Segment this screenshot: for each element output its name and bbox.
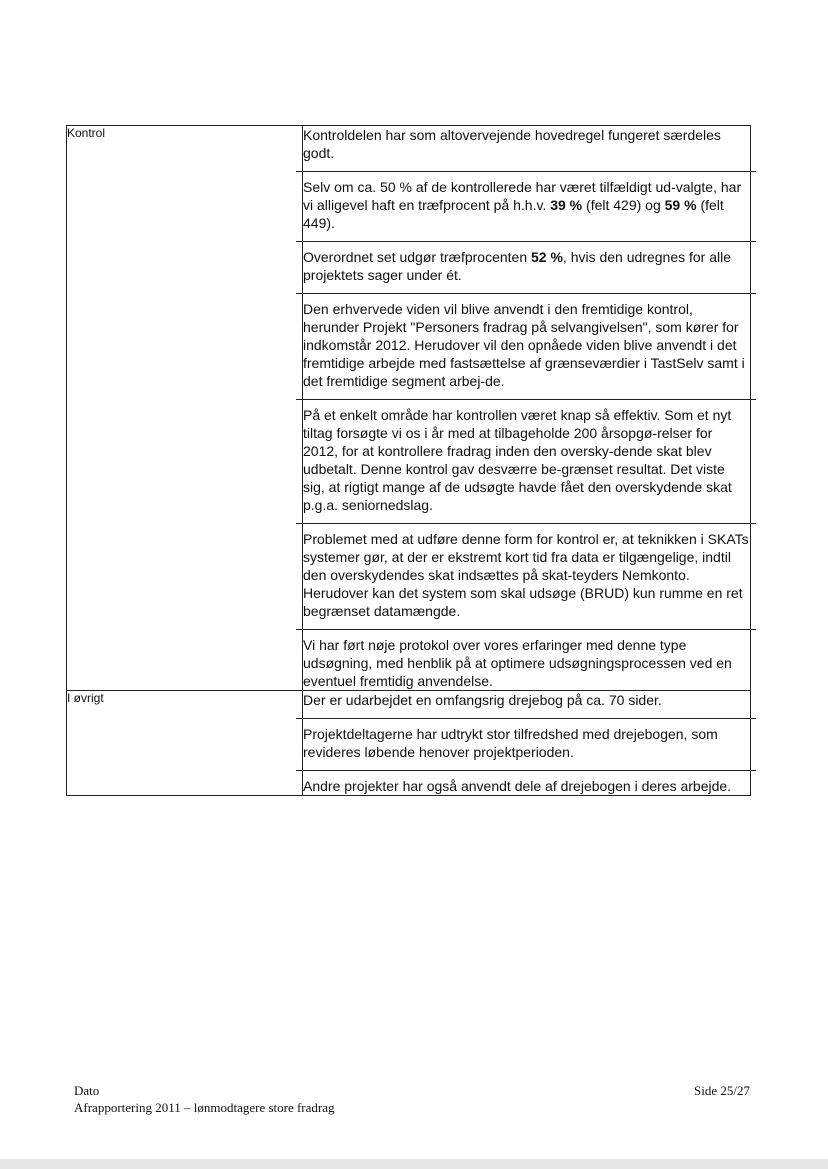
paragraph xyxy=(296,241,756,284)
bold-figure: 39 % xyxy=(550,197,583,213)
row-label: I øvrigt xyxy=(67,691,303,796)
footer-date-label: Dato xyxy=(74,1083,100,1098)
text-segment: Andre projekter har også anvendt dele af drejebogen i deres arbejde. xyxy=(303,778,732,794)
paragraph xyxy=(296,171,756,232)
text-segment: Problemet med at udføre denne form for kontrol er, at teknikken i SKATs systemer gør, at der er ekstremt kort tid fra data er tilgængelige, indtil den overskydendes skat indsættes på skat-teyders Nemkonto. Herudover kan det system som skal udsøge (BRUD) kun rumme en ret begrænset datamængde. xyxy=(303,531,749,619)
text-segment: , hvis den udregnes for alle projektets sager under ét. xyxy=(303,249,732,283)
footer-page-number: Side 25/27 xyxy=(694,1083,750,1098)
paragraph xyxy=(296,629,756,690)
text-segment: På et enkelt område har kontrollen været knap så effektiv. Som et nyt tiltag forsøgte vi os i år med at tilbageholde 200 årsopgø-relser for 2012, for at kontrollere fradrag inden den oversky-dende skat blev udbetalt. Denne kontrol gav desværre be-grænset resultat. Det viste sig, at rigtigt mange af de udsøgte havde fået den overskydende skat p.g.a. seniornedslag. xyxy=(303,407,732,513)
paragraph xyxy=(296,523,756,620)
text-segment: (felt 429) og xyxy=(582,197,665,213)
row-text xyxy=(303,126,751,691)
text-segment: Selv om ca. 50 % af de kontrollerede har været tilfældigt ud-valgte, har vi alligevel haft en træfprocent på h.h.v. xyxy=(303,179,742,213)
text-segment: Der er udarbejdet en omfangsrig drejebog på ca. 70 sider. xyxy=(303,692,662,708)
paragraph xyxy=(296,718,756,761)
bold-figure: 52 % xyxy=(531,249,563,265)
report-table-body xyxy=(67,126,751,796)
text-segment: Projektdeltagerne har udtrykt stor tilfredshed med drejebogen, som revideres løbende henover projektperioden. xyxy=(303,726,718,760)
text-segment: (felt 449). xyxy=(303,197,724,231)
table-row xyxy=(67,126,751,691)
paragraph xyxy=(296,293,756,390)
text-segment: Vi har ført nøje protokol over vores erfaringer med denne type udsøgning, med henblik på at optimere udsøgningsprocessen ved en eventuel fremtidig anvendelse. xyxy=(303,637,732,689)
paragraph xyxy=(296,399,756,514)
report-table xyxy=(66,125,751,796)
text-segment: Kontroldelen har som altovervejende hovedregel fungeret særdeles godt. xyxy=(303,127,721,161)
scan-bottom-edge xyxy=(0,1159,828,1169)
paragraph xyxy=(296,770,756,795)
paragraph xyxy=(303,691,750,709)
paragraph xyxy=(303,126,750,162)
row-label: Kontrol xyxy=(67,126,303,691)
row-text xyxy=(303,691,751,796)
footer-document-title: Afrapportering 2011 – lønmodtagere store fradrag xyxy=(74,1100,335,1115)
text-segment: Den erhvervede viden vil blive anvendt i den fremtidige kontrol, herunder Projekt "Personers fradrag på selvangivelsen", som kører for indkomstår 2012. Herudover vil den opnåede viden blive anvendt i det fremtidige arbejde med fastsættelse af grænseværdier i TastSelv samt i det fremtidige segment arbej-de. xyxy=(303,301,745,389)
text-segment: Overordnet set udgør træfprocenten xyxy=(303,249,531,265)
bold-figure: 59 % xyxy=(664,197,697,213)
table-row xyxy=(67,691,751,796)
page-footer xyxy=(74,1082,750,1116)
